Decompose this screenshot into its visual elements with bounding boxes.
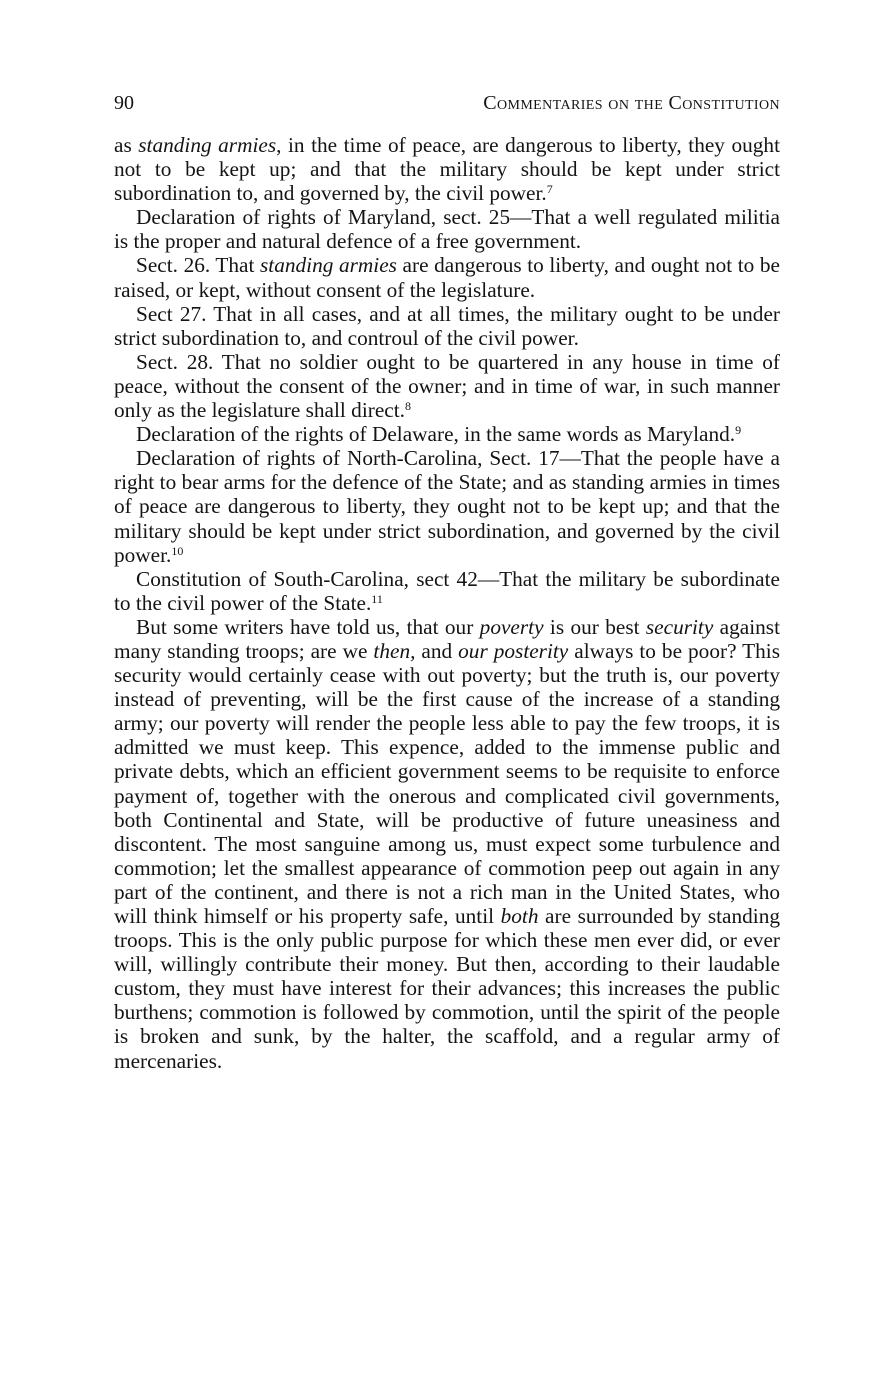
body-text <box>114 133 780 1073</box>
text-run: Declaration of the rights of Delaware, in the same words as Maryland. <box>136 422 736 447</box>
text-run: as <box>114 133 139 157</box>
italic-text: standing armies <box>138 133 277 157</box>
text-run: and <box>415 638 459 663</box>
footnote-ref: 11 <box>371 591 383 606</box>
text-run: Declaration of rights of North-Carolina, Sect. 17—That the people have a right to bear arms for the defence of the State; and as standing armies in times of peace are dangerous to liberty, they ought not to be kept up; and that the military should be kept under strict subordination, and governed by the civil power. <box>114 446 780 567</box>
paragraph <box>114 350 780 422</box>
text-run: , in the time of peace, are dangerous to liberty, they ought not to be kept up; and that the military should be kept under strict subordination to, and governed by, the civil power. <box>114 133 780 206</box>
paragraph <box>114 302 780 350</box>
text-run: Sect 27. That in all cases, and at all times, the military ought to be under strict subordination to, and controul of the civil power. <box>114 301 780 350</box>
footnote-ref: 8 <box>404 399 411 414</box>
text-run: Constitution of South-Carolina, sect 42—That the military be subordinate to the civil power of the State. <box>114 566 780 615</box>
text-run: Sect. 26. That <box>136 253 261 278</box>
italic-text: both <box>500 904 539 928</box>
footnote-ref: 10 <box>171 543 184 558</box>
text-run: Declaration of rights of Maryland, sect. 25—That a well regulated militia is the proper and natural defence of a free government. <box>114 205 780 254</box>
paragraph <box>114 446 780 566</box>
text-run: Sect. 28. That no soldier ought to be quartered in any house in time of peace, without the consent of the owner; and in time of war, in such manner only as the legislature shall direct. <box>114 349 780 423</box>
book-page <box>114 88 780 1073</box>
footnote-ref: 9 <box>735 423 742 438</box>
italic-text: our posterity <box>458 638 569 663</box>
text-run: against many standing troops; are we <box>114 614 780 663</box>
paragraph <box>114 205 780 253</box>
footnote-ref: 7 <box>546 182 553 197</box>
text-run: always to be poor? This security would certainly cease with out poverty; but the truth is, our poverty instead of preventing, will be the first cause of the increase of a standing army; our poverty will render the people less able to pay the few troops, it is admitted we must keep. This expence, added to the immense public and private debts, which an efficient government seems to be requisite to enforce payment of, together with the onerous and complicated civil governments, both Continental and State, will be productive of future uneasiness and discontent. The most sanguine among us, must expect some turbulence and commotion; let the smallest appearance of commotion peep out again in any part of the continent, and there is not a rich man in the United States, who will think himself or his property safe, until <box>114 638 780 928</box>
paragraph <box>114 615 780 1073</box>
paragraph <box>114 422 780 446</box>
italic-text: security <box>645 614 714 639</box>
running-head <box>114 88 780 118</box>
italic-text: poverty <box>479 614 544 639</box>
italic-text: standing armies <box>260 253 397 278</box>
italic-text: then, <box>373 638 416 663</box>
running-title: Commentaries on the Constitution <box>483 92 780 114</box>
page-number: 90 <box>114 92 134 114</box>
text-run: are dangerous to liberty, and ought not to be raised, or kept, without consent of the legislature. <box>114 253 780 302</box>
paragraph <box>114 133 780 205</box>
paragraph <box>114 253 780 301</box>
text-run: is our best <box>543 614 646 639</box>
text-run: But some writers have told us, that our <box>136 614 480 639</box>
text-run: are surrounded by standing troops. This is the only public purpose for which these men ever did, or ever will, willingly contribute their money. But then, according to their laudable custom, they must have interest for their advances; this increases the public burthens; commotion is followed by commotion, until the spirit of the people is broken and sunk, by the halter, the scaffold, and a regular army of mercenaries. <box>114 904 780 1073</box>
paragraph <box>114 567 780 615</box>
